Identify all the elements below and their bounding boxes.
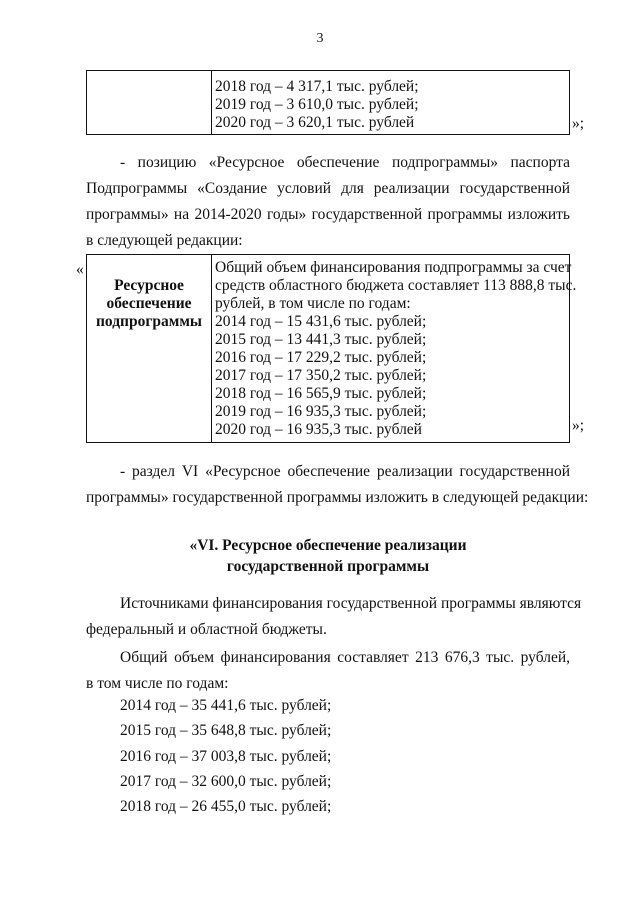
paragraph-line: программы» государственной программы изложить в следующей редакции:: [86, 489, 589, 506]
table2-close-mark: »;: [572, 417, 585, 434]
paragraph-line: программы» на 2014-2020 годы» государственной программы изложить: [86, 206, 570, 223]
year-item: 2015 год – 35 648,8 тыс. рублей;: [120, 722, 332, 740]
paragraph-line: - позицию «Ресурсное обеспечение подпрограммы» паспорта: [120, 154, 570, 171]
table2-line: 2017 год – 17 350,2 тыс. рублей;: [215, 367, 427, 384]
paragraph-sources: [86, 591, 582, 643]
paragraph-total: [86, 645, 570, 697]
year-list: [120, 693, 331, 819]
paragraph-line: федеральный и областной бюджеты.: [86, 621, 327, 638]
table2-line: 2019 год – 16 935,3 тыс. рублей;: [215, 403, 427, 420]
table1-line: 2020 год – 3 620,1 тыс. рублей: [215, 114, 415, 131]
funding-table-subprogram: [86, 254, 577, 443]
table2-line: Общий объем финансирования подпрограммы за счет: [215, 259, 572, 276]
heading-line: «VI. Ресурсное обеспечение реализации: [189, 537, 467, 554]
table2-line: 2014 год – 15 431,6 тыс. рублей;: [215, 313, 427, 330]
table1-line: 2018 год – 4 317,1 тыс. рублей;: [215, 78, 419, 95]
paragraph-position: [86, 150, 570, 254]
resource-label-line: Ресурсное: [114, 277, 184, 294]
funding-lines-cell: [212, 71, 570, 135]
funding-table-continuation: [86, 70, 570, 135]
table1-close-mark: »;: [572, 115, 585, 132]
resource-label-line: подпрограммы: [95, 313, 202, 330]
table2-line: рублей, в том числе по годам:: [215, 295, 411, 312]
table2-line: средств областного бюджета составляет 113 888,8 тыс.: [215, 277, 577, 294]
table2-line: 2015 год – 13 441,3 тыс. рублей;: [215, 331, 427, 348]
paragraph-line: Источниками финансирования государственной программы являются: [120, 595, 582, 612]
table2-line: 2020 год – 16 935,3 тыс. рублей: [215, 421, 422, 438]
year-item: 2014 год – 35 441,6 тыс. рублей;: [120, 697, 332, 714]
paragraph-line: Подпрограммы «Создание условий для реализации государственной: [86, 180, 570, 197]
table2-open-mark: «: [76, 261, 84, 278]
empty-label-cell: [87, 71, 212, 135]
section-heading: [86, 535, 570, 577]
year-item: 2016 год – 37 003,8 тыс. рублей;: [120, 747, 332, 765]
page-number: 3: [316, 31, 324, 46]
paragraph-line: Общий объем финансирования составляет 213 676,3 тыс. рублей,: [120, 649, 570, 666]
paragraph-line: в следующей редакции:: [86, 232, 243, 249]
resource-label-line: обеспечение: [106, 295, 192, 312]
table2-line: 2018 год – 16 565,9 тыс. рублей;: [215, 385, 427, 402]
paragraph-line: - раздел VI «Ресурсное обеспечение реализации государственной: [120, 463, 570, 480]
paragraph-section: [86, 459, 589, 511]
paragraph-line: в том числе по годам:: [86, 675, 229, 692]
heading-line: государственной программы: [226, 558, 430, 575]
table2-line: 2016 год – 17 229,2 тыс. рублей;: [215, 349, 427, 366]
funding-lines-cell: [212, 255, 577, 443]
year-item: 2017 год – 32 600,0 тыс. рублей;: [120, 772, 332, 790]
table1-line: 2019 год – 3 610,0 тыс. рублей;: [215, 96, 419, 113]
year-item: 2018 год – 26 455,0 тыс. рублей;: [120, 798, 332, 816]
resource-label-cell: [87, 255, 212, 443]
